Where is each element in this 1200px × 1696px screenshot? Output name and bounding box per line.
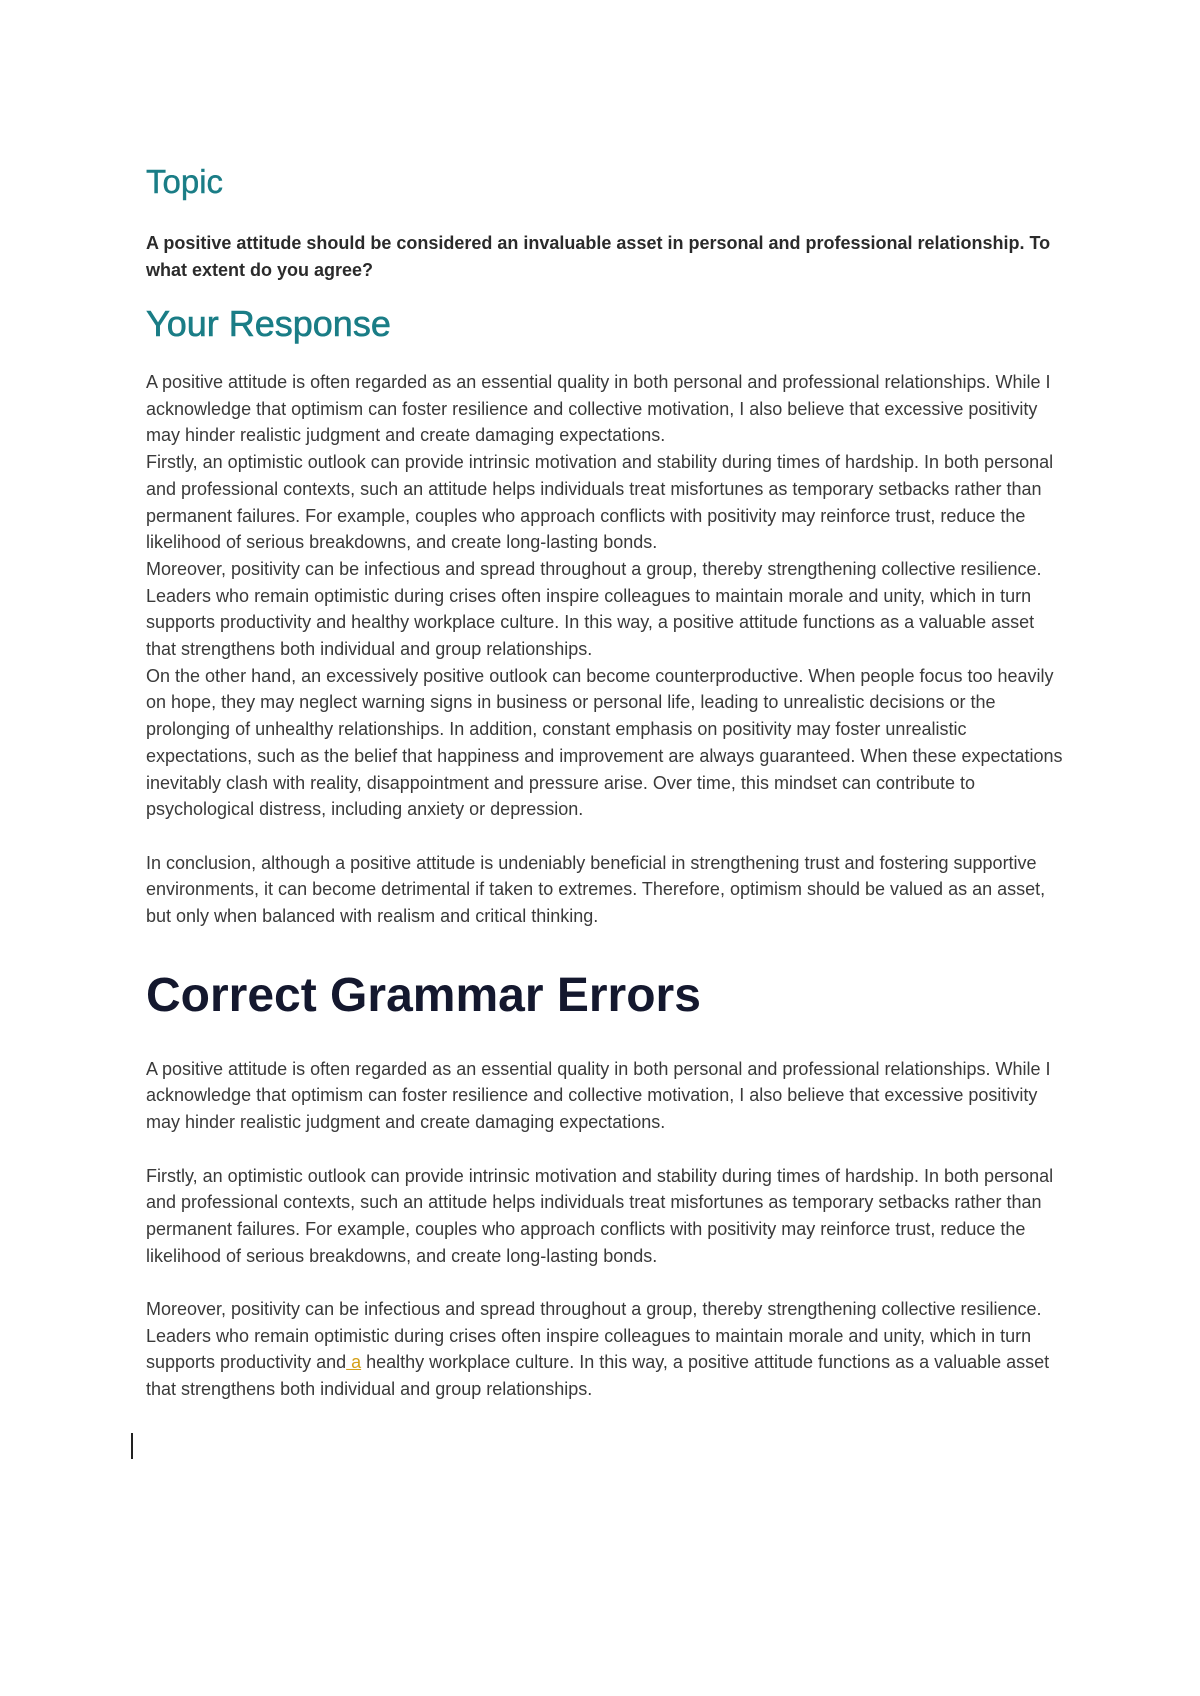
corrected-paragraph-1: A positive attitude is often regarded as an essential quality in both personal and professional relationships. While I acknowledge that optimism can foster resilience and collective motivation, I also believe that excessive positivity may hinder realistic judgment and create damaging expectations.: [146, 1058, 1051, 1133]
topic-heading: Topic: [146, 163, 224, 200]
paragraph-spacer: [146, 823, 1066, 850]
response-heading: Your Response: [146, 303, 391, 344]
response-paragraph-5: In conclusion, although a positive attitude is undeniably beneficial in strengthening trust and fostering supportive environments, it can become detrimental if taken to extremes. Therefore, optimism should be valued as an asset, but only when balanced with realism and critical thinking.: [146, 852, 1046, 927]
corrected-paragraph-3-after: healthy workplace culture. In this way, a positive attitude functions as a valuable asset that strengthens both individual and group relationships.: [146, 1352, 1050, 1400]
paragraph-spacer: [146, 1136, 1066, 1163]
response-body[interactable]: [146, 369, 1066, 930]
corrected-text-body[interactable]: [146, 1056, 1066, 1403]
response-paragraph-3: Moreover, positivity can be infectious and spread throughout a group, thereby strengthening collective resilience. Leaders who remain optimistic during crises often inspire colleagues to maintain morale and unity, which in turn supports productivity and healthy workplace culture. In this way, a positive attitude functions as a valuable asset that strengthens both individual and group relationships.: [146, 558, 1042, 660]
grammar-correction-insert[interactable]: a: [346, 1352, 362, 1373]
response-paragraph-1: A positive attitude is often regarded as an essential quality in both personal and professional relationships. While I acknowledge that optimism can foster resilience and collective motivation, I also believe that excessive positivity may hinder realistic judgment and create damaging expectations.: [146, 372, 1051, 446]
topic-prompt: A positive attitude should be considered an invaluable asset in personal and professional relationship. To what extent do you agree?: [146, 233, 1051, 280]
text-cursor: [131, 1433, 133, 1459]
grammar-heading: Correct Grammar Errors: [146, 968, 701, 1022]
response-paragraph-2: Firstly, an optimistic outlook can provide intrinsic motivation and stability during times of hardship. In both personal and professional contexts, such an attitude helps individuals treat misfortunes as temporary setbacks rather than permanent failures. For example, couples who approach conflicts with positivity may reinforce trust, reduce the likelihood of serious breakdowns, and create long-lasting bonds.: [146, 452, 1054, 553]
corrected-paragraph-2: Firstly, an optimistic outlook can provide intrinsic motivation and stability during times of hardship. In both personal and professional contexts, such an attitude helps individuals treat misfortunes as temporary setbacks rather than permanent failures. For example, couples who approach conflicts with positivity may reinforce trust, reduce the likelihood of serious breakdowns, and create long-lasting bonds.: [146, 1165, 1054, 1266]
corrected-paragraph-3: [146, 1296, 1066, 1403]
document-content: [146, 160, 1066, 1403]
response-paragraph-4: On the other hand, an excessively positive outlook can become counterproductive. When people focus too heavily on hope, they may neglect warning signs in business or personal life, leading to unrealistic decisions or the prolonging of unhealthy relationships. In addition, constant emphasis on positivity may foster unrealistic expectations, such as the belief that happiness and improvement are always guaranteed. When these expectations inevitably clash with reality, disappointment and pressure arise. Over time, this mindset can contribute to psychological distress, including anxiety or depression.: [146, 665, 1063, 820]
corrected-paragraph-3-before: Moreover, positivity can be infectious and spread throughout a group, thereby strengthening collective resilience. Leaders who remain optimistic during crises often inspire colleagues to maintain morale and unity, which in turn supports productivity and: [146, 1299, 1042, 1373]
paragraph-spacer: [146, 1269, 1066, 1296]
